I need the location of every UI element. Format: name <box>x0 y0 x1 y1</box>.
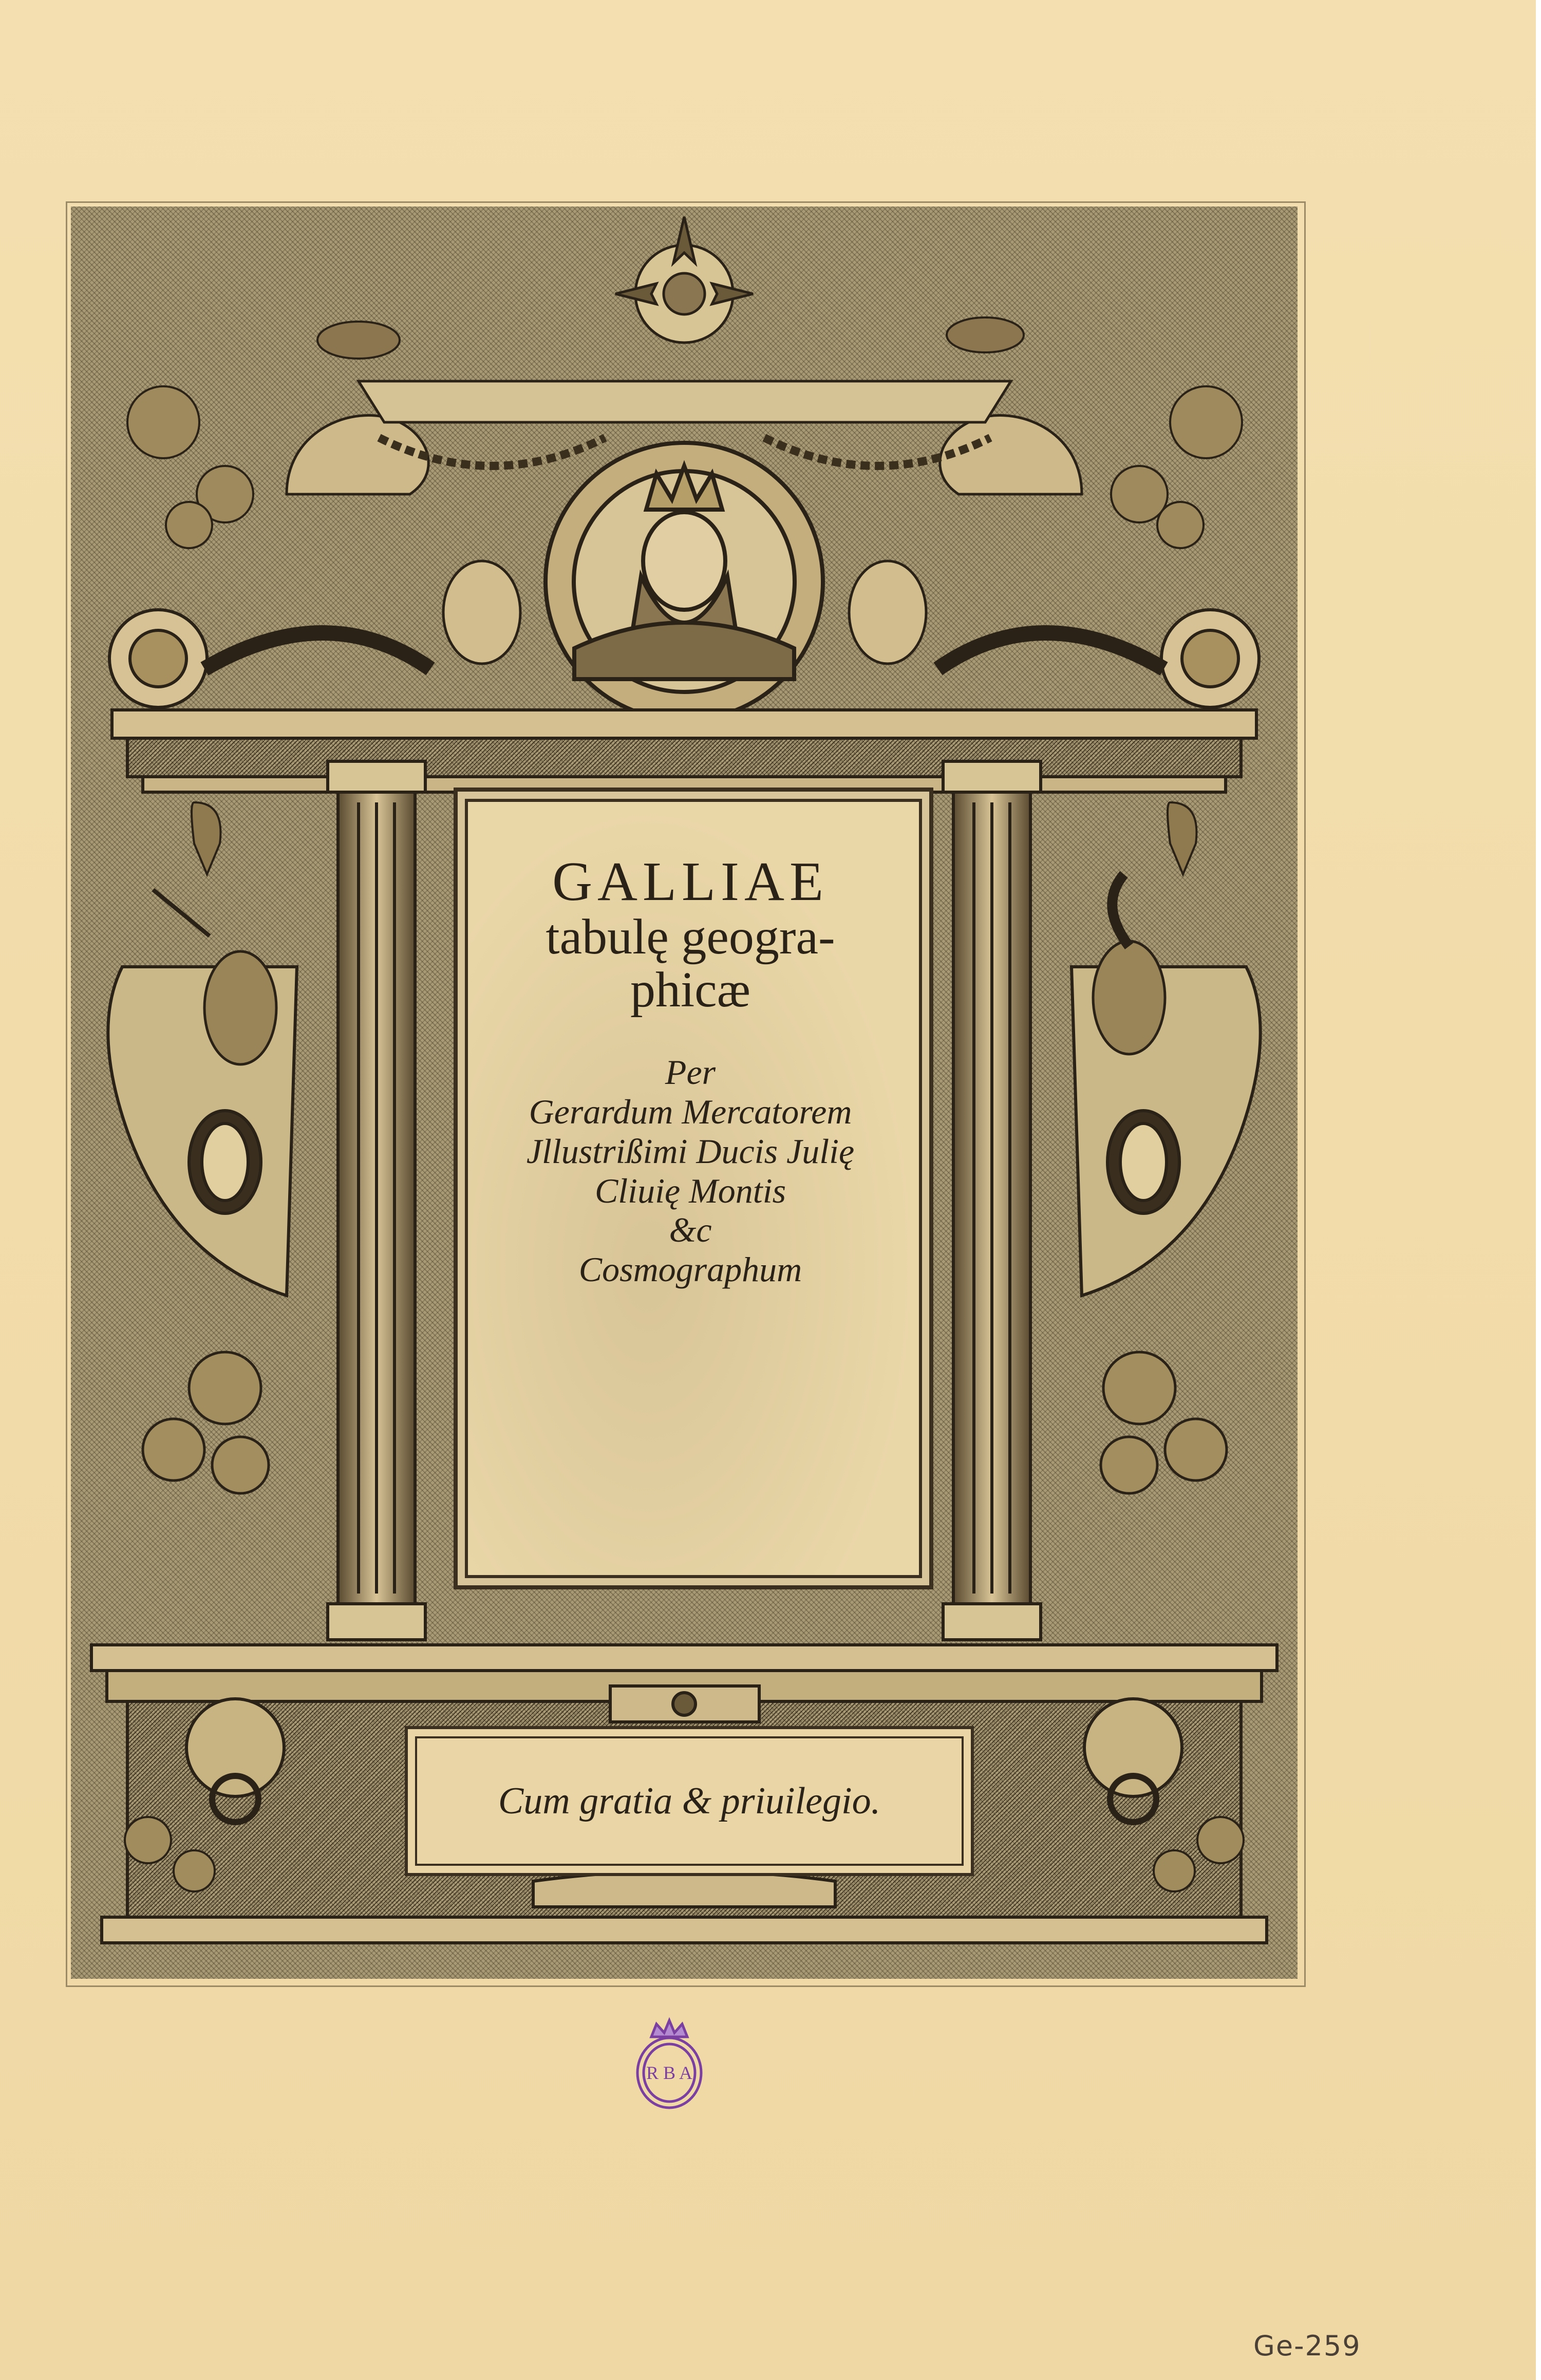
catalog-mark: Ge-259 <box>1253 2330 1361 2362</box>
privilege-text: Cum gratia & priuilegio. <box>498 1779 881 1822</box>
pilaster-left <box>328 761 425 1640</box>
entablature <box>112 710 1256 792</box>
library-stamp-icon <box>631 2016 708 2111</box>
byline-line: Gerardum Mercatorem <box>529 1092 852 1131</box>
fruit-basket-left <box>127 386 253 548</box>
king-medallion <box>546 443 823 720</box>
byline-line: Cliuię Montis <box>594 1171 786 1210</box>
stamp-letters: R B A <box>646 2063 693 2083</box>
fruit-basket-right <box>1111 386 1242 548</box>
privilege-cartouche <box>405 1726 974 1876</box>
byline-line: Per <box>665 1053 716 1092</box>
title-subtitle: tabulę geogra-phicæ <box>546 909 835 1018</box>
title-galliae: GALLIAE <box>552 851 829 912</box>
byline-line: Cosmographum <box>578 1250 802 1289</box>
title-block <box>465 832 916 1289</box>
byline-line: Jllustrißimi Ducis Julię <box>526 1131 855 1171</box>
author-byline <box>465 1053 916 1289</box>
byline-line: &c <box>669 1210 712 1250</box>
pilaster-right <box>943 761 1041 1640</box>
